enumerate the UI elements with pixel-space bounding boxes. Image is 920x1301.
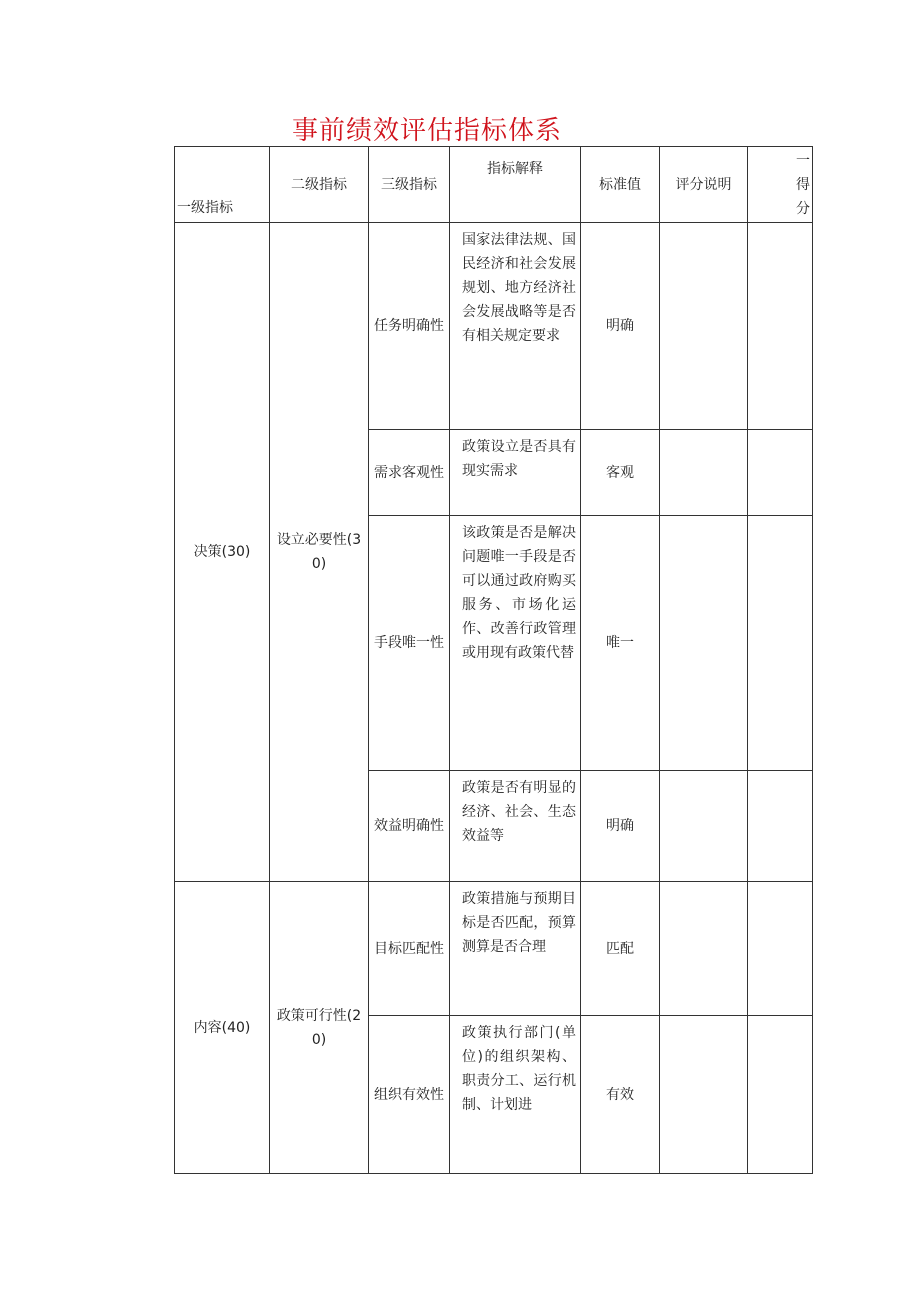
level2-cell	[270, 223, 369, 882]
score-cell	[748, 430, 813, 516]
header-explanation: 指标解释	[450, 147, 581, 223]
page-title: 事前绩效评估指标体系	[292, 116, 563, 146]
explanation-cell: 政策设立是否具有现实需求	[450, 430, 581, 516]
level3-cell	[369, 223, 450, 430]
scoring-note-cell	[660, 771, 748, 882]
standard-cell: 唯一	[581, 516, 660, 771]
standard-cell: 明确	[581, 771, 660, 882]
scoring-note-cell	[660, 1016, 748, 1174]
level1-cell: 决策(30)	[175, 223, 270, 882]
header-score	[748, 147, 813, 223]
score-cell	[748, 223, 813, 430]
level3-text: 效益明确性	[374, 818, 444, 834]
scoring-note-cell	[660, 430, 748, 516]
level2-text: 设立必要性(30)	[276, 532, 362, 572]
level1-cell: 内容(40)	[175, 882, 270, 1174]
table-row	[175, 882, 813, 1016]
level2-cell	[270, 882, 369, 1174]
standard-cell: 客观	[581, 430, 660, 516]
scoring-note-cell	[660, 223, 748, 430]
explanation-cell: 国家法律法规、国民经济和社会发展规划、地方经济社会发展战略等是否有相关规定要求	[450, 223, 581, 430]
table-row	[175, 223, 813, 430]
explanation-cell: 政策执行部门(单位)的组织架构、职责分工、运行机制、计划进	[450, 1016, 581, 1174]
level2-text: 政策可行性(20)	[276, 1007, 362, 1048]
standard-cell: 明确	[581, 223, 660, 430]
score-cell	[748, 516, 813, 771]
score-cell	[748, 1016, 813, 1174]
level3-text: 任务明确性	[374, 318, 444, 334]
level3-cell	[369, 516, 450, 771]
scoring-note-cell	[660, 882, 748, 1016]
explanation-cell: 该政策是否是解决问题唯一手段是否可以通过政府购买服务、市场化运作、改善行政管理或用现有政策代替	[450, 516, 581, 771]
score-cell	[748, 882, 813, 1016]
level3-cell	[369, 771, 450, 882]
level3-cell	[369, 1016, 450, 1174]
explanation-cell: 政策是否有明显的经济、社会、生态效益等	[450, 771, 581, 882]
header-level3: 三级指标	[369, 147, 450, 223]
indicator-table	[174, 146, 813, 1174]
standard-cell: 有效	[581, 1016, 660, 1174]
header-row	[175, 147, 813, 223]
score-cell	[748, 771, 813, 882]
header-standard: 标准值	[581, 147, 660, 223]
level3-cell	[369, 882, 450, 1016]
level3-text: 目标匹配性	[374, 940, 444, 957]
header-level1: 一级指标	[175, 147, 270, 223]
header-score-text: 一得分	[796, 153, 810, 217]
scoring-note-cell	[660, 516, 748, 771]
level3-text: 需求客观性	[374, 464, 444, 481]
header-scoring-note: 评分说明	[660, 147, 748, 223]
level3-cell	[369, 430, 450, 516]
level3-text: 组织有效性	[374, 1086, 444, 1103]
level3-text: 手段唯一性	[374, 635, 444, 651]
explanation-cell: 政策措施与预期目标是否匹配，预算测算是否合理	[450, 882, 581, 1016]
standard-cell: 匹配	[581, 882, 660, 1016]
header-level2: 二级指标	[270, 147, 369, 223]
